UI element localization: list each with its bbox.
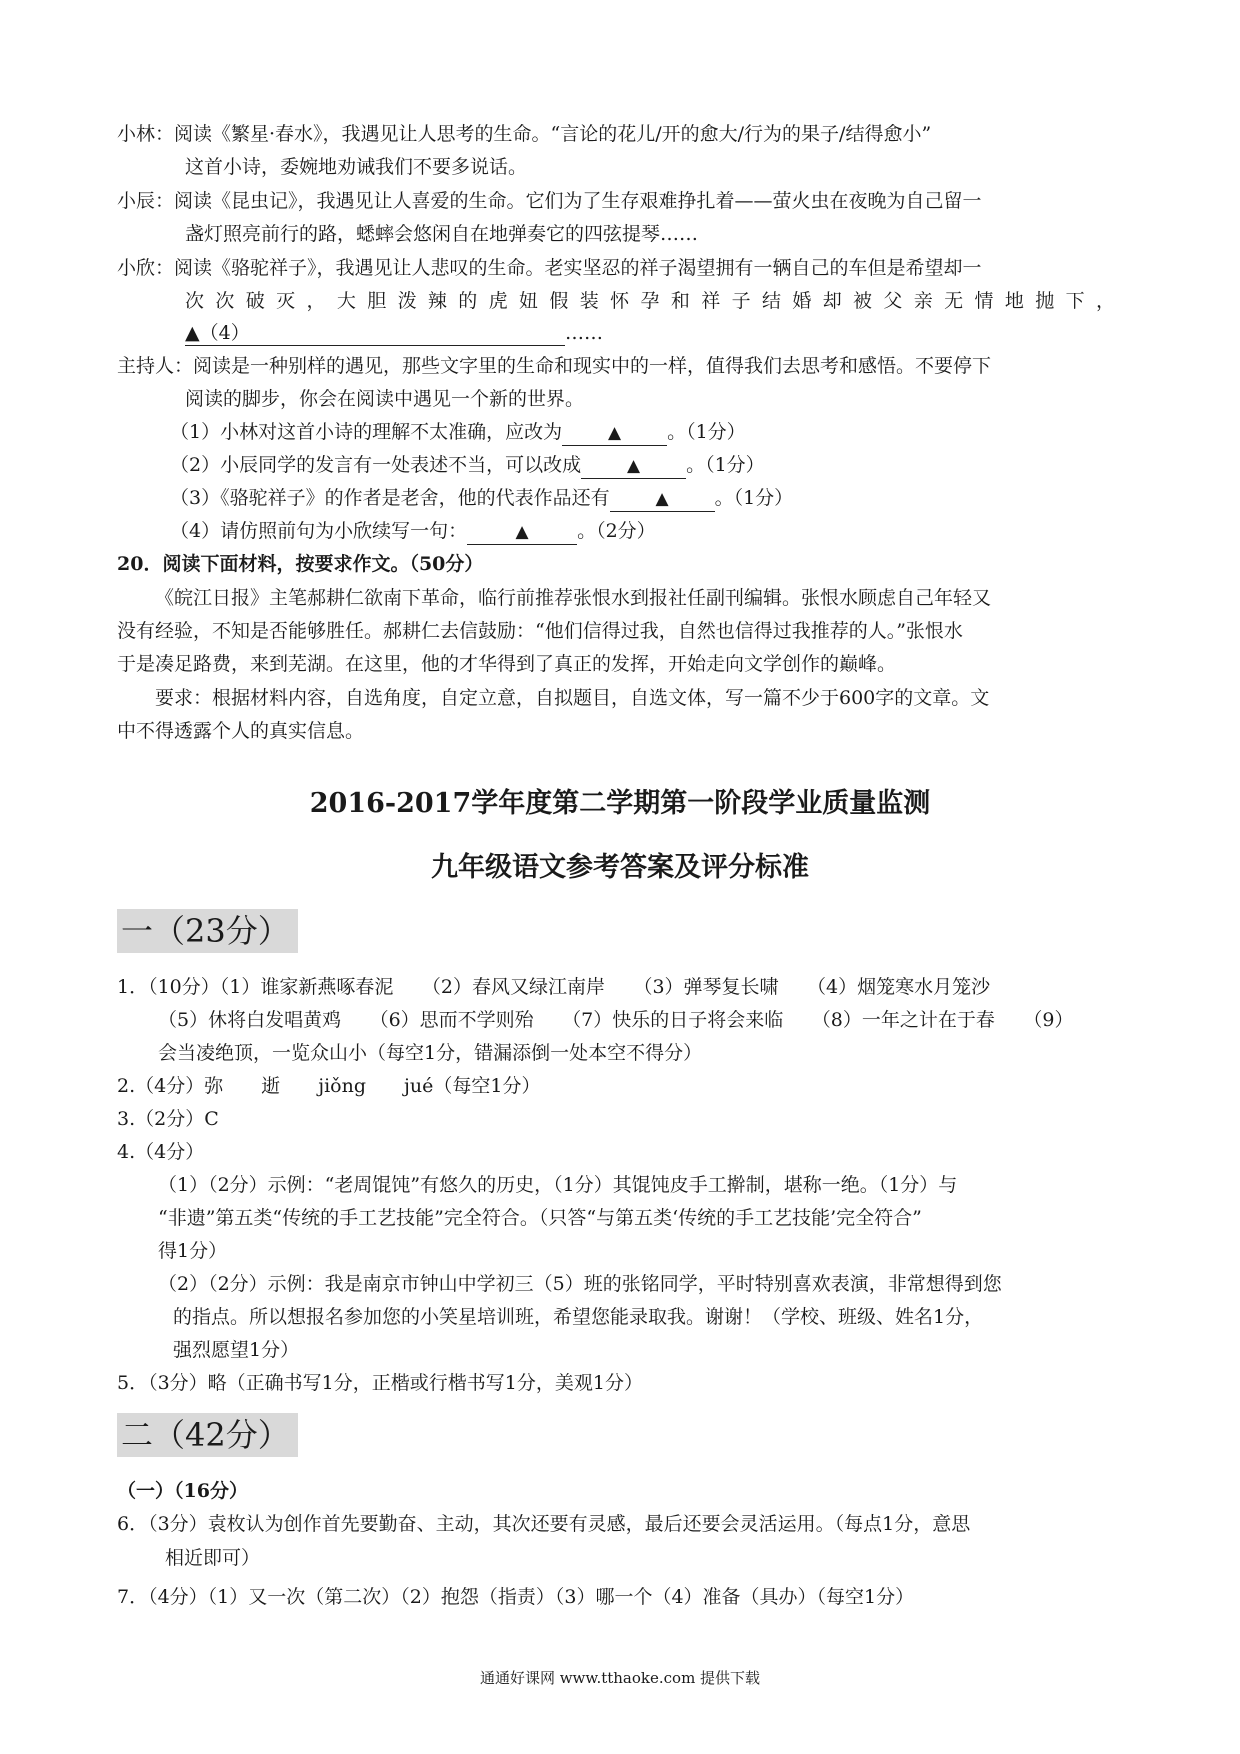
essay-material-line-2: 没有经验，不知是否能够胜任。郝耕仁去信鼓励：“他们信得过我，自然也信得过我推荐的人。”张恨水 <box>117 620 963 642</box>
host-line-2: 阅读的脚步，你会在阅读中遇见一个新的世界。 <box>185 388 585 410</box>
xiaochen-line-2: 盏灯照亮前行的路，蟋蟀会悠闲自在地弹奏它的四弦提琴…… <box>185 223 699 245</box>
question-1 <box>170 420 746 446</box>
section-2-heading: 二（42分） <box>117 1413 298 1457</box>
essay-material-line-1: 《皖江日报》主笔郝耕仁欲南下革命，临行前推荐张恨水到报社任副刊编辑。张恨水顾虑自己年轻又 <box>155 587 992 609</box>
answer-6-line-1: 6．（3分）袁枚认为创作首先要勤奋、主动，其次还要有灵感，最后还要会灵活运用。（每点1分，意思 <box>117 1513 971 1535</box>
answer-4-1-line-1: （1）（2分）示例：“老周馄饨”有悠久的历史，（1分）其馄饨皮手工擀制，堪称一绝。（1分）与 <box>158 1174 958 1196</box>
question-3-text: （3）《骆驼祥子》的作者是老舍，他的代表作品还有 <box>170 487 610 509</box>
section-1-heading: 一（23分） <box>117 909 298 953</box>
host-line-1: 主持人：阅读是一种别样的遇见，那些文字里的生命和现实中的一样，值得我们去思考和感悟。不要停下 <box>117 355 992 377</box>
xiaoxin-line-2: 次次破灭，大胆泼辣的虎妞假装怀孕和祥子结婚却被父亲无情地抛下， <box>185 290 1115 312</box>
answer-1-line-3: 会当凌绝顶，一览众山小（每空1分，错漏添倒一处本空不得分） <box>158 1042 703 1064</box>
question-4-text: （4）请仿照前句为小欣续写一句： <box>170 520 468 542</box>
xiaoxin-line-3 <box>185 321 603 346</box>
essay-material-line-3: 于是凑足路费，来到芜湖。在这里，他的才华得到了真正的发挥，开始走向文学创作的巅峰。 <box>117 653 897 675</box>
question-2-triangle: ▲ <box>627 456 641 476</box>
answer-4-2-line-2: 的指点。所以想报名参加您的小笑星培训班，希望您能录取我。谢谢！（学校、班级、姓名1分， <box>173 1306 984 1328</box>
xiaoxin-line-1: 小欣：阅读《骆驼祥子》，我遇见让人悲叹的生命。老实坚忍的祥子渴望拥有一辆自己的车但是希望却一 <box>117 257 982 279</box>
xiaolin-line-1: 小林：阅读《繁星·春水》，我遇见让人思考的生命。“言论的花儿/开的愈大/行为的果子/结得愈小” <box>117 123 932 145</box>
question-4-blank <box>467 519 577 545</box>
answer-4: 4.（4分） <box>117 1141 205 1163</box>
answer-4-1-line-3: 得1分） <box>158 1240 228 1262</box>
answer-6-line-2: 相近即可） <box>165 1547 261 1569</box>
question-3-blank <box>610 486 715 512</box>
essay-requirement-line-1: 要求：根据材料内容，自选角度，自定立意，自拟题目，自选文体，写一篇不少于600字的文章。文 <box>155 687 990 709</box>
answer-1-line-1: 1．（10分）（1）谁家新燕啄春泥 （2）春风又绿江南岸 （3）弹琴复长啸 （4）烟笼寒水月笼沙 <box>117 976 991 998</box>
subsection-1-heading: （一）（16分） <box>117 1480 248 1502</box>
answer-4-1-line-2: “非遗”第五类“传统的手工艺技能”完全符合。（只答“与第五类‘传统的手工艺技能’完全符合” <box>158 1207 922 1229</box>
page-footer: 通通好课网 www.tthaoke.com 提供下载 <box>479 1669 761 1687</box>
question-1-blank <box>562 420 667 446</box>
answer-4-2-line-3: 强烈愿望1分） <box>173 1339 300 1361</box>
question-1-triangle: ▲ <box>608 423 622 443</box>
answer-3: 3.（2分）C <box>117 1108 219 1130</box>
question-2-blank <box>581 453 686 479</box>
xiaochen-line-1: 小辰：阅读《昆虫记》，我遇见让人喜爱的生命。它们为了生存艰难挣扎着——萤火虫在夜晚为自己留一 <box>117 190 982 212</box>
question-2 <box>170 453 765 479</box>
main-title: 2016-2017学年度第二学期第一阶段学业质量监测 <box>309 788 931 819</box>
essay-requirement-line-2: 中不得透露个人的真实信息。 <box>117 720 365 742</box>
answer-7: 7．（4分）（1）又一次（第二次）（2）抱怨（指责）（3）哪一个（4）准备（具办）（每空1分） <box>117 1586 915 1608</box>
question-3 <box>170 486 793 512</box>
question-1-text: （1）小林对这首小诗的理解不太准确，应改为 <box>170 421 563 443</box>
xiaoxin-ellipsis: …… <box>565 322 603 344</box>
answer-4-2-line-1: （2）（2分）示例：我是南京市钟山中学初三（5）班的张铭同学，平时特别喜欢表演，非常想得到您 <box>158 1273 1002 1295</box>
xiaolin-line-2: 这首小诗，委婉地劝诫我们不要多说话。 <box>185 156 528 178</box>
question-2-score: 。（1分） <box>686 454 765 476</box>
answer-2: 2.（4分）弥 逝 jiǒng jué（每空1分） <box>117 1075 541 1097</box>
essay-heading: 20．阅读下面材料，按要求作文。（50分） <box>117 553 484 575</box>
question-1-score: 。（1分） <box>667 421 746 443</box>
xiaoxin-blank-label: ▲（4） <box>185 322 250 344</box>
question-3-triangle: ▲ <box>655 489 669 509</box>
answer-1-line-2: （5）休将白发唱黄鸡 （6）思而不学则殆 （7）快乐的日子将会来临 （8）一年之计在于春 （9） <box>158 1009 1074 1031</box>
question-4-score: 。（2分） <box>577 520 656 542</box>
answer-5: 5．（3分）略（正确书写1分，正楷或行楷书写1分，美观1分） <box>117 1372 643 1394</box>
question-4-triangle: ▲ <box>515 522 529 542</box>
question-4 <box>170 519 656 545</box>
question-3-score: 。（1分） <box>714 487 794 509</box>
xiaoxin-answer-blank <box>185 321 565 346</box>
question-2-text: （2）小辰同学的发言有一处表述不当，可以改成 <box>170 454 582 476</box>
sub-title: 九年级语文参考答案及评分标准 <box>431 852 809 883</box>
